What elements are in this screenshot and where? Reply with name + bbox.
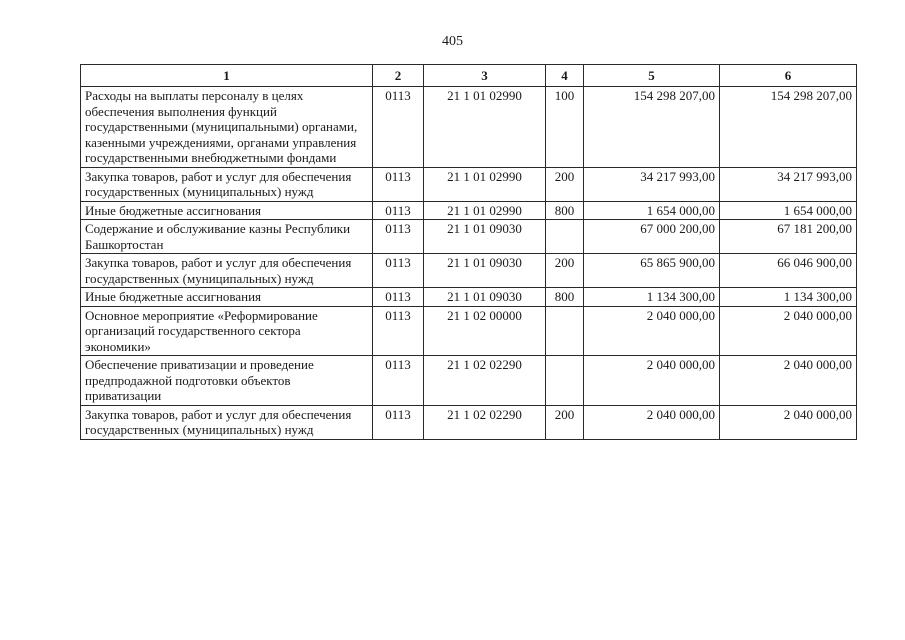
table-row <box>81 306 857 356</box>
row-name: Расходы на выплаты персоналу в целях обеспечения выполнения функций государственными (муниципальными) органами, казенными учреждениями, органами управления государственными внебюджетными фондами <box>81 87 373 168</box>
column-header-4: 4 <box>546 65 584 87</box>
row-type <box>546 220 584 254</box>
row-value-5: 67 000 200,00 <box>584 220 720 254</box>
row-value-6: 154 298 207,00 <box>720 87 857 168</box>
row-code: 21 1 01 09030 <box>424 254 546 288</box>
row-name: Обеспечение приватизации и проведение предпродажной подготовки объектов приватизации <box>81 356 373 406</box>
row-value-6: 2 040 000,00 <box>720 405 857 439</box>
table-row <box>81 220 857 254</box>
row-name: Закупка товаров, работ и услуг для обеспечения государственных (муниципальных) нужд <box>81 254 373 288</box>
row-section: 0113 <box>373 405 424 439</box>
row-section: 0113 <box>373 201 424 220</box>
row-type: 200 <box>546 405 584 439</box>
page-number: 405 <box>442 34 463 49</box>
row-value-5: 2 040 000,00 <box>584 306 720 356</box>
table-row <box>81 405 857 439</box>
row-type: 200 <box>546 167 584 201</box>
row-type: 100 <box>546 87 584 168</box>
row-value-5: 2 040 000,00 <box>584 356 720 406</box>
table-row <box>81 167 857 201</box>
table-row <box>81 254 857 288</box>
column-header-2: 2 <box>373 65 424 87</box>
row-value-6: 66 046 900,00 <box>720 254 857 288</box>
row-name: Иные бюджетные ассигнования <box>81 288 373 307</box>
table-row <box>81 288 857 307</box>
row-section: 0113 <box>373 254 424 288</box>
row-value-6: 34 217 993,00 <box>720 167 857 201</box>
column-header-5: 5 <box>584 65 720 87</box>
table-body <box>81 87 857 440</box>
row-section: 0113 <box>373 288 424 307</box>
row-section: 0113 <box>373 306 424 356</box>
row-name: Основное мероприятие «Реформирование организаций государственного сектора экономики» <box>81 306 373 356</box>
row-name: Иные бюджетные ассигнования <box>81 201 373 220</box>
row-value-6: 2 040 000,00 <box>720 356 857 406</box>
row-type <box>546 356 584 406</box>
budget-table <box>80 64 857 440</box>
row-code: 21 1 01 02990 <box>424 167 546 201</box>
row-section: 0113 <box>373 167 424 201</box>
column-header-6: 6 <box>720 65 857 87</box>
row-value-6: 1 654 000,00 <box>720 201 857 220</box>
row-type: 800 <box>546 288 584 307</box>
row-code: 21 1 02 02290 <box>424 356 546 406</box>
table-row <box>81 356 857 406</box>
table-row <box>81 201 857 220</box>
table-header <box>81 65 857 87</box>
row-section: 0113 <box>373 220 424 254</box>
row-value-5: 1 134 300,00 <box>584 288 720 307</box>
row-value-5: 2 040 000,00 <box>584 405 720 439</box>
row-code: 21 1 01 02990 <box>424 201 546 220</box>
row-section: 0113 <box>373 87 424 168</box>
row-type <box>546 306 584 356</box>
row-type: 800 <box>546 201 584 220</box>
row-value-5: 154 298 207,00 <box>584 87 720 168</box>
row-name: Закупка товаров, работ и услуг для обеспечения государственных (муниципальных) нужд <box>81 167 373 201</box>
row-value-5: 1 654 000,00 <box>584 201 720 220</box>
column-header-3: 3 <box>424 65 546 87</box>
row-code: 21 1 02 02290 <box>424 405 546 439</box>
row-value-5: 65 865 900,00 <box>584 254 720 288</box>
row-code: 21 1 02 00000 <box>424 306 546 356</box>
header-row <box>81 65 857 87</box>
table-row <box>81 87 857 168</box>
row-value-6: 67 181 200,00 <box>720 220 857 254</box>
row-value-5: 34 217 993,00 <box>584 167 720 201</box>
row-code: 21 1 01 09030 <box>424 288 546 307</box>
row-name: Содержание и обслуживание казны Республики Башкортостан <box>81 220 373 254</box>
row-code: 21 1 01 09030 <box>424 220 546 254</box>
column-header-1: 1 <box>81 65 373 87</box>
row-value-6: 1 134 300,00 <box>720 288 857 307</box>
row-type: 200 <box>546 254 584 288</box>
row-section: 0113 <box>373 356 424 406</box>
row-name: Закупка товаров, работ и услуг для обеспечения государственных (муниципальных) нужд <box>81 405 373 439</box>
row-code: 21 1 01 02990 <box>424 87 546 168</box>
row-value-6: 2 040 000,00 <box>720 306 857 356</box>
